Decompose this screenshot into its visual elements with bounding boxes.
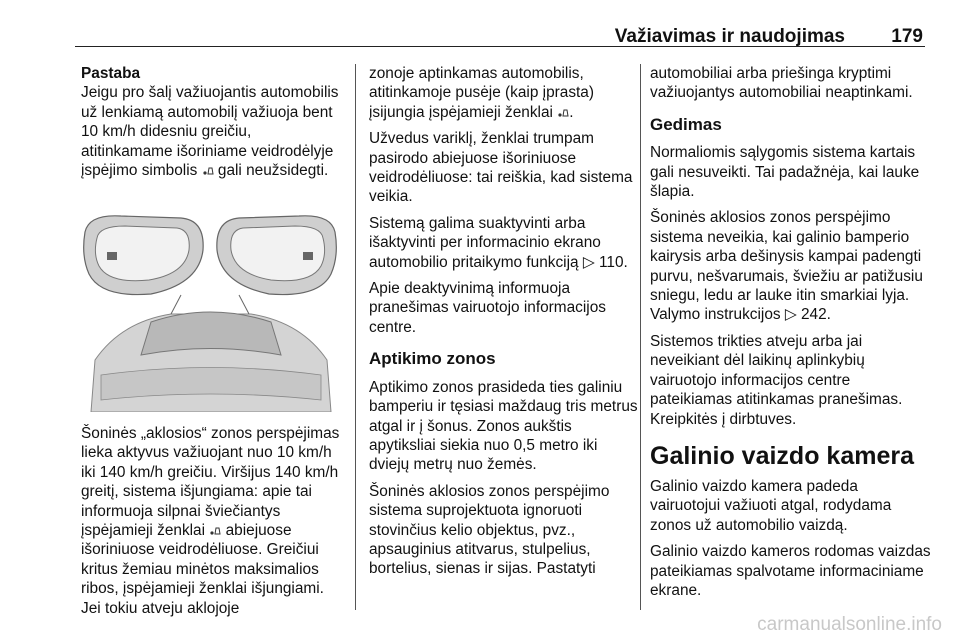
paragraph: Galinio vaizdo kamera padeda vairuotojui važiuoti atgal, rodydama zonos už automobilio vaizdą. <box>650 477 892 534</box>
paragraph: Šoninės aklosios zonos perspėjimo sistema suprojektuota ignoruoti stovinčius kelio objektus, pvz., apsauginius atitvarus, stulpelius, bortelius, sienas ir sijas. Pastatyti <box>369 482 610 578</box>
watermark: carmanualsonline.info <box>757 614 942 635</box>
column-3 <box>650 64 932 607</box>
note-text: Jeigu pro šalį važiuojantis automobilis už lenkiamą automobilį važiuoja bent 10 km/h didesniu greičiu, atitinkamame išoriniame veidrodėlyje įspėjimo simbolis gali neužsidegti. <box>81 84 339 180</box>
blind-spot-warning-icon <box>557 106 569 118</box>
paragraph: Apie deaktyvinimą informuoja pranešimas vairuotojo informacijos centre. <box>369 280 606 336</box>
paragraph: automobiliai arba priešinga kryptimi važiuojantys automobiliai neaptinkami. <box>650 65 913 102</box>
paragraph: Sistemą galima suaktyvinti arba išaktyvinti per informacinio ekrano automobilio pritaikymo funkciją ▷ 110. <box>369 214 628 271</box>
paragraph: Sistemos trikties atveju arba jai neveikiant dėl laikinų aplinkybių vairuotojo informacijos centre pateikiamas atitinkamas pranešimas. Kreipkitės į dirbtuves. <box>650 332 903 428</box>
left-mirror-warning-icon <box>107 252 117 260</box>
column-2 <box>369 64 639 586</box>
page-number: 179 <box>891 26 923 47</box>
paragraph: Normaliomis sąlygomis sistema kartais gali nesuveikti. Tai padažnėja, kai lauke šlapia. <box>650 144 920 201</box>
blind-spot-warning-icon <box>209 524 221 536</box>
heading-rear-view-camera: Galinio vaizdo kamera <box>650 441 914 470</box>
column-1 <box>81 64 346 187</box>
heading-detection-zones: Aptikimo zonos <box>369 349 496 369</box>
note-title: Pastaba <box>81 65 141 82</box>
page-reference-link[interactable]: ▷ 242. <box>784 306 831 324</box>
paragraph: Aptikimo zonos prasideda ties galiniu bamperiu ir tęsiasi maždaug tris metrus atgal ir į šonus. Zonos aukštis apytiksliai siekia nuo 0,5 metro iki dviejų metrų nuo žemės. <box>369 378 638 474</box>
paragraph: zonoje aptinkamas automobilis, atitinkamoje pusėje (kaip įprasta) įsijungia įspėjamieji ženklai . <box>369 65 594 121</box>
section-title: Važiavimas ir naudojimas <box>614 26 845 47</box>
page-header <box>75 20 925 47</box>
caption-text: Šoninės „aklosios“ zonos perspėjimas lieka aktyvus važiuojant nuo 10 km/h iki 140 km/h greičiu. Viršijus 140 km/h greitį, sistema išjungiama: apie tai informuoja silpnai šviečiantys įspėjamieji ženklai abiejuose išoriniuose veidrodėliuose. Greičiui kritus žemiau minėtos maksimalios ribos, įspėjamieji ženklai išjungiami. Jei tokiu atveju aklojoje <box>81 425 340 617</box>
paragraph: Galinio vaizdo kameros rodomas vaizdas pateikiamas spalvotame informaciniame ekrane. <box>650 543 931 599</box>
column-divider <box>355 64 356 610</box>
paragraph: Užvedus variklį, ženklai trumpam pasirodo abiejuose išoriniuose veidrodėliuose: tai reiškia, kad sistema veikia. <box>369 130 633 206</box>
column-1-lower <box>81 424 346 625</box>
mirror-illustration <box>81 210 339 412</box>
paragraph: Šoninės aklosios zonos perspėjimo sistema neveikia, kai galinio bamperio kairysis arba dešinysis kampai padengti purvu, nešvarumais, šviežiu ar patižusiu sniegu, ledu ar lauke itin smarkiai lyja. Valymo instrukcijos ▷ 242. <box>650 209 923 324</box>
note-block <box>81 64 346 180</box>
page-reference-link[interactable]: ▷ 110. <box>582 253 628 271</box>
heading-fault: Gedimas <box>650 114 722 134</box>
right-mirror-warning-icon <box>303 252 313 260</box>
blind-spot-warning-icon <box>202 164 214 176</box>
column-divider <box>640 64 641 610</box>
